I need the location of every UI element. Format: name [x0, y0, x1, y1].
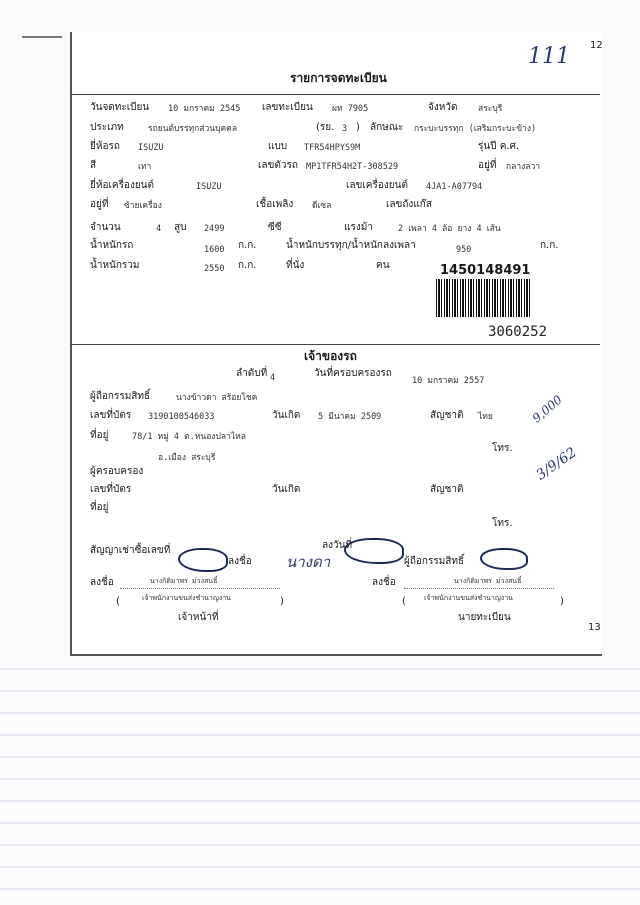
weight: 1600 — [204, 245, 225, 255]
birth-label: วันเกิด — [272, 410, 301, 421]
holder-label: ผู้ถือกรรมสิทธิ์ — [90, 391, 151, 402]
divider — [70, 94, 600, 95]
year-label: รุ่นปี ค.ศ. — [478, 141, 520, 152]
type: รถยนต์บรรทุกส่วนบุคคล — [148, 124, 238, 134]
seat-label: ที่นั่ง — [286, 260, 305, 271]
left-official-name: นางกิติมาพร ม่วงสนธิ์ — [150, 577, 218, 585]
divider — [70, 344, 600, 345]
sign-label: ลงชื่อ — [228, 556, 252, 567]
scan-stripe — [0, 756, 640, 758]
cc-unit: ซีซี — [268, 222, 282, 233]
style: กระบะบรรทุก (เสริมกระบะข้าง) — [414, 124, 537, 134]
load-label: น้ำหนักบรรทุก/น้ำหนักลงเพลา — [286, 240, 416, 251]
fuel: ดีเซล — [312, 201, 332, 211]
left-sign-label: ลงชื่อ — [90, 577, 114, 588]
left-sign-line — [120, 588, 280, 589]
fuel-label: เชื้อเพลิง — [256, 199, 294, 210]
page-number-bottom: 13 — [588, 622, 601, 633]
reg-date: 10 มกราคม 2545 — [168, 104, 241, 114]
right-official-name: นางกิติมาพร ม่วงสนธิ์ — [454, 577, 522, 585]
brand-label: ยี่ห้อรถ — [90, 141, 120, 152]
scan-stripe — [0, 690, 640, 692]
right-paren-open: ( — [402, 596, 406, 607]
order: 4 — [270, 373, 276, 383]
page-title: รายการจดทะเบียน — [290, 71, 387, 85]
gross-label: น้ำหนักรวม — [90, 260, 140, 271]
addr-line-1: 78/1 หมู่ 4 ต.หนองปลาไหล — [132, 432, 246, 442]
addr2-label: ที่อยู่ — [90, 502, 109, 513]
engine-at: ซ้ายเครื่อง — [124, 201, 162, 211]
id2-label: เลขที่บัตร — [90, 484, 132, 495]
holder-signature-mark-2 — [480, 548, 528, 570]
scan-stripe — [0, 866, 640, 868]
load: 950 — [456, 245, 472, 255]
right-sign-line — [404, 588, 554, 589]
cc: 2499 — [204, 224, 225, 234]
rs-label: (รย. — [316, 122, 335, 133]
holder-sign-label: ผู้ถือกรรมสิทธิ์ — [404, 556, 465, 567]
left-paren-close: ) — [280, 596, 284, 607]
color-label: สี — [90, 160, 97, 171]
birth2-label: วันเกิด — [272, 484, 301, 495]
scan-stripe — [0, 668, 640, 670]
right-sign-label: ลงชื่อ — [372, 577, 396, 588]
reg-date-label: วันจดทะเบียน — [90, 102, 150, 113]
engine-no-label: เลขเครื่องยนต์ — [346, 180, 408, 191]
possess-date: 10 มกราคม 2557 — [412, 376, 485, 386]
model-label: แบบ — [268, 141, 288, 152]
scan-stripe — [0, 778, 640, 780]
handwritten-date: 3/9/62 — [533, 444, 580, 484]
id-label: เลขที่บัตร — [90, 410, 132, 421]
corner-mark — [22, 36, 62, 38]
addr-label: ที่อยู่ — [90, 430, 109, 441]
owner-title: เจ้าของรถ — [304, 349, 357, 363]
handwritten-number: 111 — [528, 44, 570, 69]
count-label: จำนวน — [90, 222, 121, 233]
model: TFR54HPYS9M — [304, 143, 361, 153]
color: เทา — [138, 162, 152, 172]
engine-brand: ISUZU — [196, 182, 222, 192]
handwritten-amount: 9,000 — [529, 392, 565, 426]
kg-unit-1: ก.ก. — [238, 240, 257, 251]
rs: 3 — [342, 124, 348, 134]
holder-handwritten-name: นางดา — [286, 553, 331, 571]
province-label: จังหวัด — [428, 102, 458, 113]
chassis-label: เลขตัวรถ — [258, 160, 298, 171]
plate-label: เลขทะเบียน — [262, 102, 313, 113]
tel2-label: โทร. — [492, 518, 513, 529]
kg-unit-3: ก.ก. — [238, 260, 257, 271]
birth: 5 มีนาคม 2509 — [318, 412, 382, 422]
scan-stripe — [0, 734, 640, 736]
page-number-top: 12 — [590, 40, 603, 51]
possess-label: วันที่ครอบครองรถ — [314, 368, 392, 379]
holder-signature-mark — [178, 548, 228, 572]
order-label: ลำดับที่ — [236, 368, 268, 379]
at: กลางลวา — [506, 162, 541, 172]
left-role: เจ้าหน้าที่ — [178, 612, 219, 623]
id-number: 3190100546033 — [148, 412, 215, 422]
serial-number: 3060252 — [488, 324, 548, 340]
rs-close: ) — [356, 122, 360, 133]
barcode — [436, 279, 530, 317]
possessor-label: ผู้ครอบครอง — [90, 466, 144, 477]
chassis: MP1TFR54H2T-308529 — [306, 162, 399, 172]
engine-no: 4JA1-A07794 — [426, 182, 483, 192]
kg-unit-2: ก.ก. — [540, 240, 559, 251]
weight-label: น้ำหนักรถ — [90, 240, 134, 251]
seat-unit: คน — [376, 260, 390, 271]
scan-stripe — [0, 800, 640, 802]
gas-label: เลขถังแก๊ส — [386, 199, 432, 210]
right-paren-close: ) — [560, 596, 564, 607]
engine-brand-label: ยี่ห้อเครื่องยนต์ — [90, 180, 155, 191]
scan-stripe — [0, 844, 640, 846]
barcode-number: 1450148491 — [440, 263, 531, 278]
holder: นางข้าวดา สร้อยโชค — [176, 393, 258, 403]
style-label: ลักษณะ — [370, 122, 404, 133]
right-official-position: เจ้าพนักงานขนส่งชำนาญงาน — [424, 594, 513, 602]
at-label: อยู่ที่ — [478, 160, 497, 171]
province: สระบุรี — [478, 104, 503, 114]
scan-stripe — [0, 712, 640, 714]
gross: 2550 — [204, 264, 225, 274]
scan-stripe — [0, 822, 640, 824]
brand: ISUZU — [138, 143, 164, 153]
right-role: นายทะเบียน — [458, 612, 511, 623]
tel-label: โทร. — [492, 443, 513, 454]
engine-at-label: อยู่ที่ — [90, 199, 109, 210]
addr-line-2: อ.เมือง สระบุรี — [158, 453, 216, 463]
left-paren-open: ( — [116, 596, 120, 607]
contract-date-label: ลงวันที่ — [322, 540, 353, 551]
cylinders: 4 — [156, 224, 162, 234]
contract-label: สัญญาเช่าซื้อเลขที่ — [90, 545, 171, 556]
nation2-label: สัญชาติ — [430, 484, 464, 495]
plate: ผท 7905 — [332, 104, 369, 114]
nation: ไทย — [478, 412, 493, 422]
cyl-unit: สูบ — [174, 222, 187, 233]
axle: 2 เพลา 4 ล้อ ยาง 4 เส้น — [398, 224, 501, 234]
scan-stripe — [0, 888, 640, 890]
hp-label: แรงม้า — [344, 222, 373, 233]
left-official-position: เจ้าพนักงานขนส่งชำนาญงาน — [142, 594, 231, 602]
nation-label: สัญชาติ — [430, 410, 464, 421]
type-label: ประเภท — [90, 122, 124, 133]
